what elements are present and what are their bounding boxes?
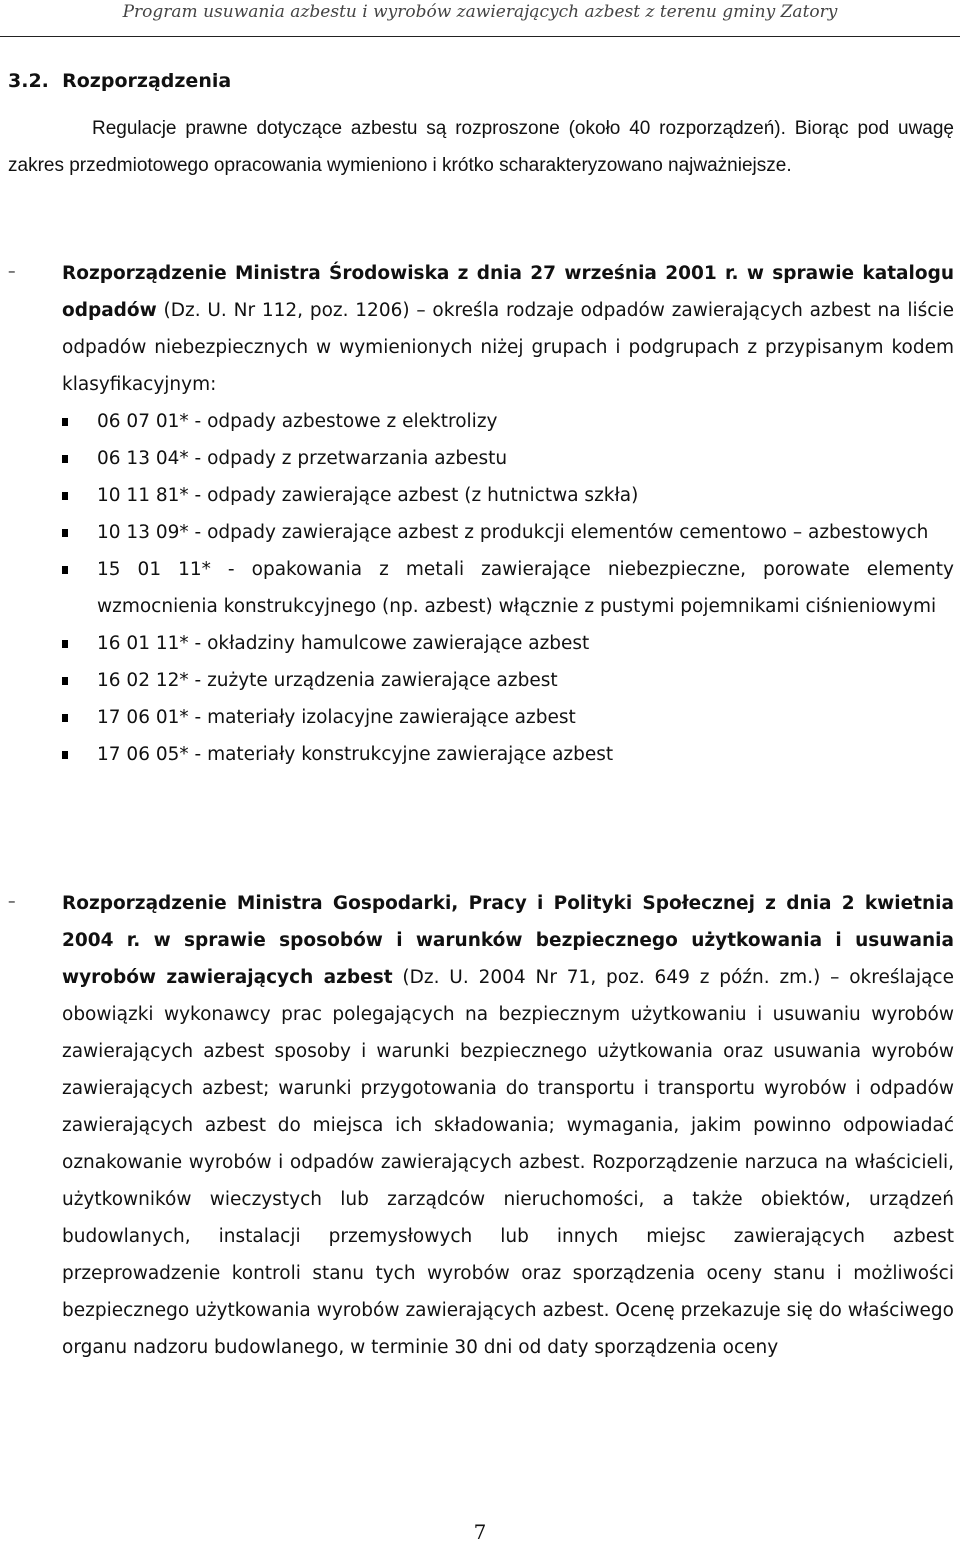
regulation-2-paragraph: [62, 885, 954, 1366]
section-heading: [8, 70, 231, 92]
list-item: 06 07 01* - odpady azbestowe z elektrolizy: [62, 403, 954, 440]
section-title: Rozporządzenia: [62, 70, 232, 92]
list-item: 15 01 11* - opakowania z metali zawierające niebezpieczne, porowate elementy wzmocnienia konstrukcyjnego (np. azbest) włącznie z pustymi pojemnikami ciśnieniowymi: [62, 551, 954, 625]
bullet-square-icon: [62, 640, 68, 648]
page-number: 7: [473, 1520, 487, 1544]
list-item: 10 13 09* - odpady zawierające azbest z produkcji elementów cementowo – azbestowych: [62, 514, 954, 551]
waste-code-list: [62, 403, 954, 773]
regulation-1-title: Rozporządzenie Ministra Środowiska z dnia 27 września 2001 r. w sprawie katalogu odpadów: [62, 263, 954, 321]
list-item: 10 11 81* - odpady zawierające azbest (z hutnictwa szkła): [62, 477, 954, 514]
bullet-square-icon: [62, 566, 68, 574]
regulation-2-text: (Dz. U. 2004 Nr 71, poz. 649 z późn. zm.) – określające obowiązki wykonawcy prac polegających na bezpiecznym użytkowaniu i usuwaniu wyrobów zawierających azbest sposoby i warunki bezpiecznego użytkowania oraz usuwania wyrobów zawierających azbest; warunki przygotowania do transportu i transportu wyrobów i odpadów zawierających azbest do miejsca ich składowania; wymagania, jakim powinno odpowiadać oznakowanie wyrobów i odpadów zawierających azbest. Rozporządzenie narzuca na właścicieli, użytkowników wieczystych lub zarządców nieruchomości, a także obiektów, urządzeń budowlanych, instalacji przemysłowych lub innych miejsc zawierających azbest przeprowadzenie kontroli stanu tych wyrobów oraz sporządzenia oceny stanu i możliwości bezpiecznego użytkowania wyrobów zawierających azbest. Ocenę przekazuje się do właściwego organu nadzoru budowlanego, w terminie 30 dni od daty sporządzenia oceny: [62, 967, 954, 1358]
list-item: 06 13 04* - odpady z przetwarzania azbestu: [62, 440, 954, 477]
list-item: 17 06 05* - materiały konstrukcyjne zawierające azbest: [62, 736, 954, 773]
regulation-2-dash: –: [8, 892, 16, 910]
regulation-2-title: Rozporządzenie Ministra Gospodarki, Pracy i Polityki Społecznej z dnia 2 kwietnia 2004 r. w sprawie sposobów i warunków bezpiecznego użytkowania i usuwania wyrobów zawierających azbest: [62, 893, 954, 988]
bullet-square-icon: [62, 677, 68, 685]
section-number: 3.2.: [8, 70, 49, 92]
regulation-1-text: (Dz. U. Nr 112, poz. 1206) – określa rodzaje odpadów zawierających azbest na liście odpadów niebezpiecznych w wymienionych niżej grupach i podgrupach z przypisanym kodem klasyfikacyjnym:: [62, 300, 954, 395]
list-item: 16 02 12* - zużyte urządzenia zawierające azbest: [62, 662, 954, 699]
regulation-1-dash: –: [8, 262, 16, 280]
bullet-square-icon: [62, 418, 68, 426]
running-header: Program usuwania azbestu i wyrobów zawierających azbest z terenu gminy Zatory: [0, 0, 960, 37]
bullet-square-icon: [62, 751, 68, 759]
list-item: 17 06 01* - materiały izolacyjne zawierające azbest: [62, 699, 954, 736]
bullet-square-icon: [62, 492, 68, 500]
bullet-square-icon: [62, 714, 68, 722]
bullet-square-icon: [62, 529, 68, 537]
regulation-1-paragraph: [62, 255, 954, 403]
intro-paragraph: Regulacje prawne dotyczące azbestu są rozproszone (około 40 rozporządzeń). Biorąc pod uwagę zakres przedmiotowego opracowania wymieniono i krótko scharakteryzowano najważniejsze.: [8, 118, 954, 176]
list-item: 16 01 11* - okładziny hamulcowe zawierające azbest: [62, 625, 954, 662]
bullet-square-icon: [62, 455, 68, 463]
